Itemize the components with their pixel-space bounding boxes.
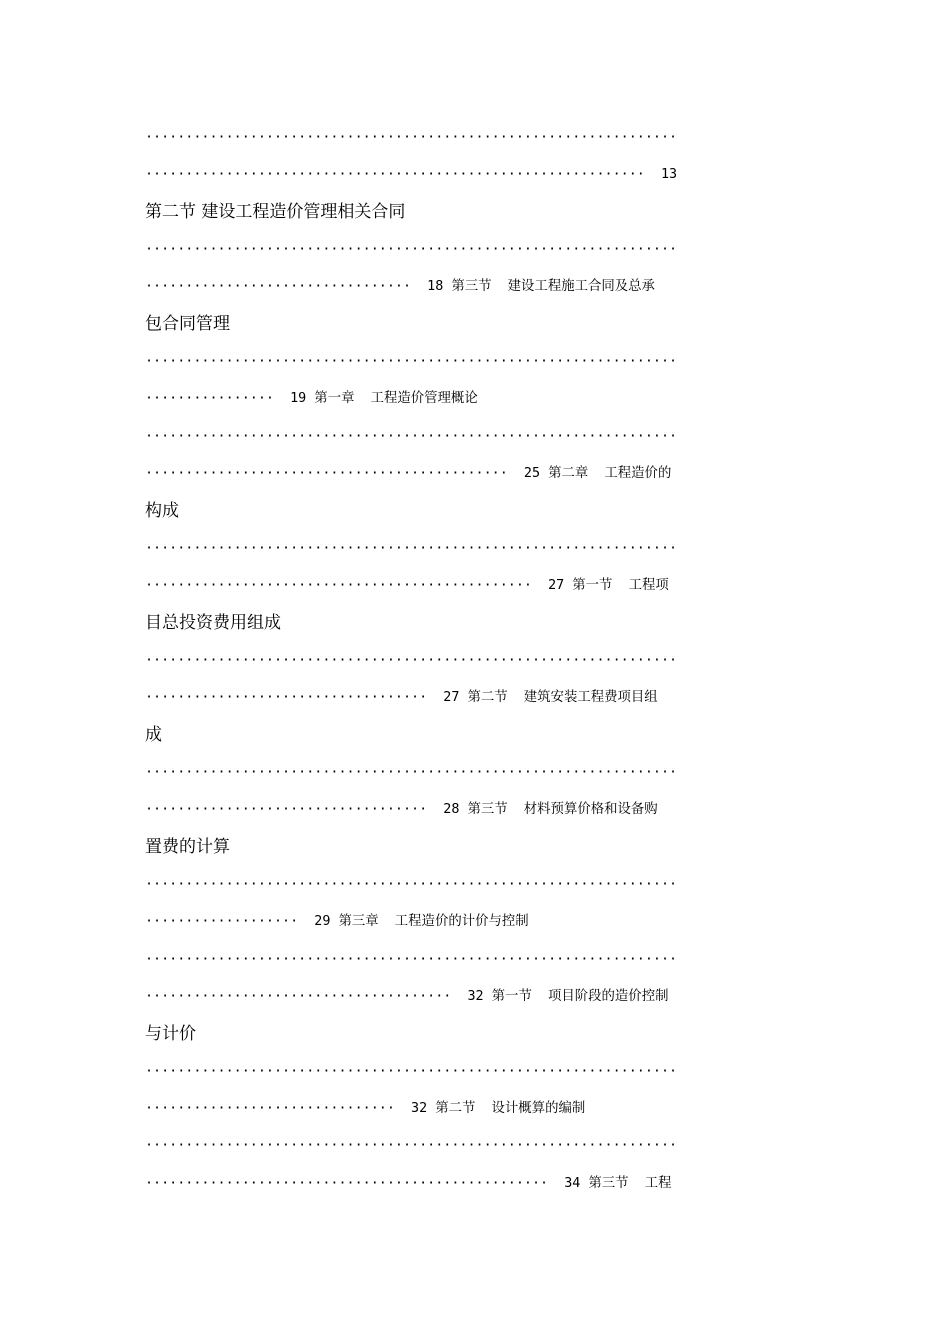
- toc-entry: 与计价: [145, 1024, 196, 1044]
- toc-leader-line: ··································································: [145, 429, 678, 444]
- toc-leader-line: ··································································: [145, 653, 678, 668]
- toc-leader-line: ··································································: [145, 541, 678, 556]
- toc-leader-line: ··································································: [145, 1138, 678, 1153]
- toc-entry: 构成: [145, 501, 179, 521]
- toc-entry: ······························· 32 第二节 设计概算的编制: [145, 1101, 586, 1116]
- toc-entry: 第二节 建设工程造价管理相关合同: [145, 202, 406, 222]
- toc-leader-line: ··································································: [145, 1064, 678, 1079]
- toc-entry: 成: [145, 725, 162, 745]
- toc-entry: ··································· 28 第三节 材料预算价格和设备购: [145, 802, 658, 817]
- toc-leader-line: ······························································ 13: [145, 167, 678, 182]
- toc-leader-line: ··································································: [145, 354, 678, 369]
- toc-entry: ············································· 25 第二章 工程造价的: [145, 466, 672, 481]
- toc-entry: ······································ 32 第一节 项目阶段的造价控制: [145, 989, 669, 1004]
- toc-entry: ·················································· 34 第三节 工程: [145, 1176, 672, 1191]
- toc-leader-line: ··································································: [145, 952, 678, 967]
- toc-entry: 包合同管理: [145, 314, 230, 334]
- toc-leader-line: ··································································: [145, 877, 678, 892]
- toc-leader-line: ··································································: [145, 765, 678, 780]
- toc-entry: ················ 19 第一章 工程造价管理概论: [145, 391, 478, 406]
- toc-entry: ································· 18 第三节 建设工程施工合同及总承: [145, 279, 655, 294]
- toc-entry: ··································· 27 第二节 建筑安装工程费项目组: [145, 690, 658, 705]
- toc-entry: ··················· 29 第三章 工程造价的计价与控制: [145, 914, 529, 929]
- toc-entry: ················································ 27 第一节 工程项: [145, 578, 669, 593]
- toc-entry: 目总投资费用组成: [145, 613, 281, 633]
- toc-entry: 置费的计算: [145, 837, 230, 857]
- toc-leader-line: ··································································: [145, 130, 678, 145]
- toc-leader-line: ··································································: [145, 242, 678, 257]
